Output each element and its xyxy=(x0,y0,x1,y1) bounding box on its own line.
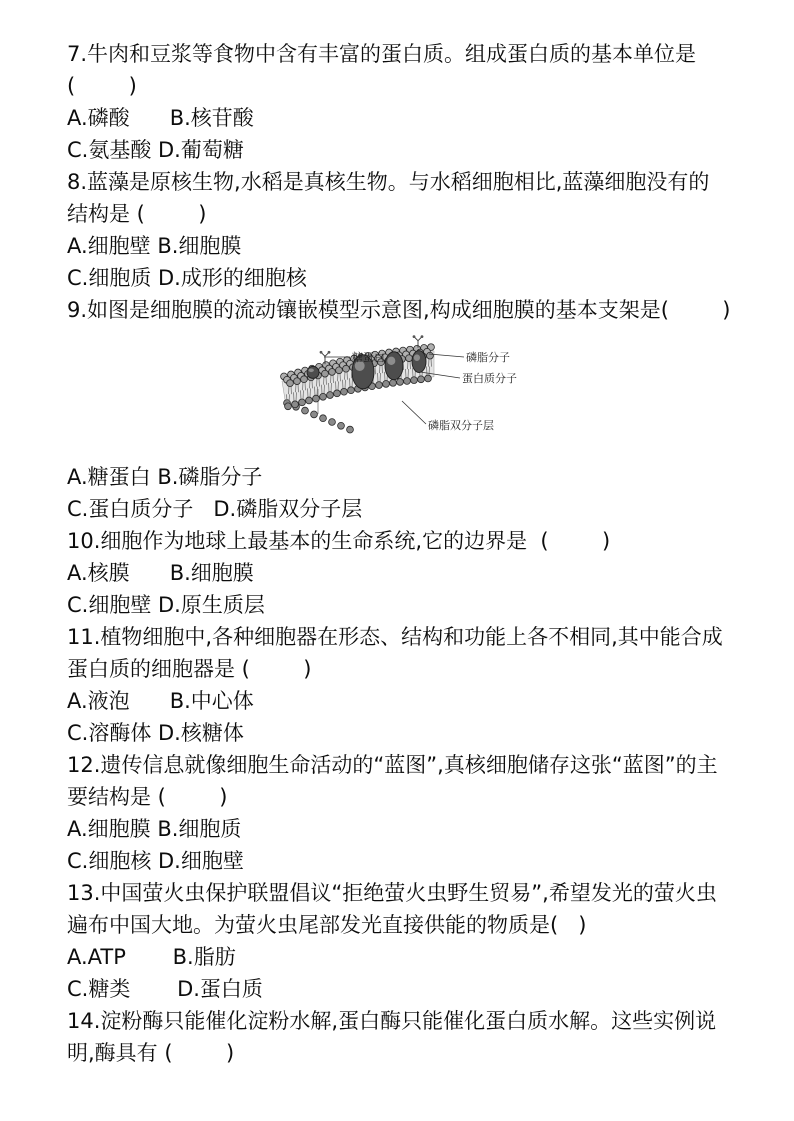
phospholipid-head xyxy=(383,381,390,388)
question-14 xyxy=(67,1005,794,1069)
lipid-tail xyxy=(408,361,409,369)
lipid-tail xyxy=(287,394,288,403)
phospholipid-head xyxy=(285,403,292,410)
question-7 xyxy=(67,38,794,166)
lipid-tail xyxy=(310,388,311,397)
phospholipid-head xyxy=(376,382,383,389)
phospholipid-head xyxy=(411,377,418,384)
question-8 xyxy=(67,166,794,294)
lipid-tail xyxy=(345,380,346,389)
question-14-stem-line-2: 明,酶具有 ( ) xyxy=(67,1041,235,1065)
lipid-tail xyxy=(312,380,313,388)
phospholipid-head xyxy=(320,393,327,400)
question-12 xyxy=(67,749,794,877)
phospholipid-bilayer-label: 磷脂双分子层 xyxy=(428,419,494,432)
question-12-options-line-2: C.细胞核 D.细胞壁 xyxy=(67,849,244,873)
lipid-tail xyxy=(296,384,297,392)
question-7-stem-line-2: ( ) xyxy=(67,74,137,98)
phospholipid-molecule-label: 磷脂分子 xyxy=(466,351,510,364)
lipid-tail xyxy=(385,372,386,381)
lipid-tail xyxy=(338,373,339,381)
phospholipid-head xyxy=(299,399,306,406)
lipid-tail xyxy=(324,385,325,394)
question-10-stem-line-1: 10.细胞作为地球上最基本的生命系统,它的边界是 ( ) xyxy=(67,529,611,553)
question-9-stem-line-1: 9.如图是细胞膜的流动镶嵌模型示意图,构成细胞膜的基本支架是( ) xyxy=(67,298,731,322)
protein-molecule-label: 蛋白质分子 xyxy=(462,372,517,385)
lipid-tail xyxy=(352,378,353,387)
lipid-tail xyxy=(324,377,325,385)
question-11-stem-line-2: 蛋白质的细胞器是 ( ) xyxy=(67,657,312,681)
lipid-tail xyxy=(408,369,409,378)
fluid-mosaic-model-diagram xyxy=(278,334,538,439)
lipid-tail xyxy=(375,366,376,374)
question-8-options-line-2: C.细胞质 D.成形的细胞核 xyxy=(67,266,307,290)
protein-highlight xyxy=(387,357,395,365)
protein-highlight xyxy=(414,354,420,361)
question-9-options-line-2: C.蛋白质分子 D.磷脂双分子层 xyxy=(67,497,363,521)
sugar-unit xyxy=(328,351,331,354)
sugar-unit xyxy=(413,335,416,338)
lipid-tail xyxy=(294,392,295,401)
lipid-tail xyxy=(378,373,379,382)
lipid-tail xyxy=(350,378,351,387)
phospholipid-head xyxy=(343,365,350,372)
phospholipid-head xyxy=(404,378,411,385)
lipid-tail xyxy=(303,390,304,399)
lipid-tail xyxy=(410,361,411,369)
lipid-tail xyxy=(289,386,290,394)
question-13-stem-line-1: 13.中国萤火虫保护联盟倡议“拒绝萤火虫野生贸易”,希望发光的萤火虫 xyxy=(67,881,717,905)
lipid-tail xyxy=(296,392,297,401)
lipid-tail xyxy=(291,386,292,394)
question-7-stem-line-1: 7.牛肉和豆浆等食物中含有丰富的蛋白质。组成蛋白质的基本单位是 xyxy=(67,42,697,66)
lipid-tail xyxy=(340,373,341,381)
phospholipid-head xyxy=(287,380,294,387)
lipid-tail xyxy=(317,387,318,396)
question-10-options-line-2: C.细胞壁 D.原生质层 xyxy=(67,593,265,617)
lipid-tail xyxy=(298,384,299,392)
phospholipid-head xyxy=(294,378,301,385)
phospholipid-head xyxy=(397,379,404,386)
lipid-tail xyxy=(305,382,306,390)
lipid-tail xyxy=(331,383,332,392)
question-13 xyxy=(67,877,794,1005)
lipid-tail xyxy=(333,375,334,383)
lipid-tail xyxy=(289,394,290,403)
phospholipid-head xyxy=(313,395,320,402)
phospholipid-head xyxy=(329,419,336,426)
cell-membrane-figure xyxy=(67,326,794,461)
lipid-tail xyxy=(315,387,316,396)
lipid-tail xyxy=(413,368,414,377)
question-9-options-line-1: A.糖蛋白 B.磷脂分子 xyxy=(67,465,263,489)
lipid-tail xyxy=(347,372,348,380)
phospholipid-head xyxy=(427,352,434,359)
question-8-options-line-1: A.细胞壁 B.细胞膜 xyxy=(67,234,242,258)
phospholipid-head xyxy=(301,376,308,383)
lipid-tail xyxy=(317,378,318,386)
question-8-stem-line-1: 8.蓝藻是原核生物,水稻是真核生物。与水稻细胞相比,蓝藻细胞没有的 xyxy=(67,170,710,194)
phospholipid-head xyxy=(338,422,345,429)
phospholipid-head xyxy=(329,369,336,376)
lipid-tail xyxy=(319,378,320,386)
question-12-options-line-1: A.细胞膜 B.细胞质 xyxy=(67,817,242,841)
lipid-tail xyxy=(336,381,337,390)
question-10-options-line-1: A.核膜 B.细胞膜 xyxy=(67,561,254,585)
question-12-stem-line-1: 12.遗传信息就像细胞生命活动的“蓝图”,真核细胞储存这张“蓝图”的主 xyxy=(67,753,718,777)
question-7-options-line-1: A.磷酸 B.核苷酸 xyxy=(67,106,254,130)
lipid-tail xyxy=(329,383,330,392)
phospholipid-head xyxy=(425,375,432,382)
question-14-stem-line-1: 14.淀粉酶只能催化淀粉水解,蛋白酶只能催化蛋白质水解。这些实例说 xyxy=(67,1009,717,1033)
question-13-options-line-1: A.ATP B.脂肪 xyxy=(67,945,236,969)
lipid-tail xyxy=(406,369,407,378)
protein-molecule xyxy=(412,351,426,373)
lipid-tail xyxy=(427,366,428,375)
phospholipid-head xyxy=(306,397,313,404)
question-7-options-line-2: C.氨基酸 D.葡萄糖 xyxy=(67,138,244,162)
phospholipid-head xyxy=(322,370,329,377)
lipid-tail xyxy=(322,385,323,394)
phospholipid-head xyxy=(348,387,355,394)
lipid-tail xyxy=(303,382,304,390)
protein-molecule xyxy=(307,366,319,378)
question-9 xyxy=(67,294,794,525)
question-11-stem-line-1: 11.植物细胞中,各种细胞器在形态、结构和功能上各不相同,其中能合成 xyxy=(67,625,723,649)
phospholipid-head xyxy=(320,415,327,422)
lipid-tail xyxy=(310,380,311,388)
question-12-stem-line-2: 要结构是 ( ) xyxy=(67,785,228,809)
question-10 xyxy=(67,525,794,621)
sugar-unit xyxy=(421,335,424,338)
phospholipid-head xyxy=(327,392,334,399)
lipid-tail xyxy=(429,359,430,367)
phospholipid-head xyxy=(390,379,397,386)
phospholipid-head xyxy=(292,401,299,408)
lipid-tail xyxy=(301,390,302,399)
sugar-unit xyxy=(320,351,323,354)
lipid-tail xyxy=(380,365,381,373)
question-11-options-line-2: C.溶酶体 D.核糖体 xyxy=(67,721,244,745)
phospholipid-head xyxy=(334,390,341,397)
lipid-tail xyxy=(431,359,432,367)
glycoprotein-label: 糖蛋白 xyxy=(352,351,385,364)
question-11-options-line-1: A.液泡 B.中心体 xyxy=(67,689,254,713)
phospholipid-head xyxy=(311,411,318,418)
question-11 xyxy=(67,621,794,749)
question-13-options-line-2: C.糖类 D.蛋白质 xyxy=(67,977,263,1001)
lipid-tail xyxy=(380,373,381,382)
phospholipid-head xyxy=(347,426,354,433)
phospholipid-head xyxy=(418,376,425,383)
phospholipid-head xyxy=(302,407,309,414)
lipid-tail xyxy=(343,380,344,389)
phospholipid-bilayer-leader-line xyxy=(402,401,426,424)
lipid-tail xyxy=(382,365,383,373)
lipid-tail xyxy=(429,366,430,375)
phospholipid-head xyxy=(341,388,348,395)
lipid-tail xyxy=(331,375,332,383)
phospholipid-head xyxy=(406,355,413,362)
lipid-tail xyxy=(326,377,327,385)
protein-highlight xyxy=(309,368,314,372)
lipid-tail xyxy=(345,372,346,380)
protein-molecule xyxy=(385,352,403,380)
lipid-tail xyxy=(338,381,339,390)
question-13-stem-line-2: 遍布中国大地。为萤火虫尾部发光直接供能的物质是( ) xyxy=(67,913,587,937)
membrane-illustration xyxy=(281,335,435,433)
question-8-stem-line-2: 结构是 ( ) xyxy=(67,202,207,226)
lipid-tail xyxy=(308,388,309,397)
phospholipid-head xyxy=(336,367,343,374)
